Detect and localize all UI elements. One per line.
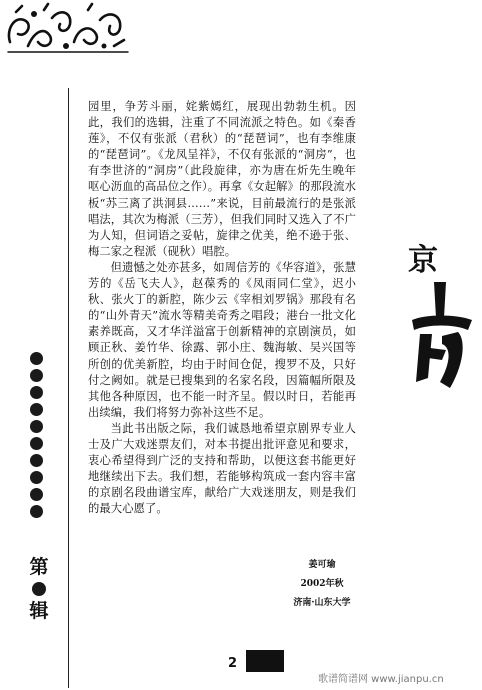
dot-icon xyxy=(30,403,43,416)
dot-icon xyxy=(30,386,43,399)
dot-icon xyxy=(30,420,43,433)
dot-icon xyxy=(30,454,43,467)
dot-icon xyxy=(30,488,43,501)
page-number: 2 xyxy=(228,656,238,671)
paragraph-2: 但遗憾之处亦甚多，如周信芳的《华容道》，张慧芳的《岳飞夫人》，赵葆秀的《凤雨同仁堂》，迟小秋、张火丁的新腔，陈少云《宰相刘罗锅》那段有名的“山外青天”流水等精美奇秀之唱段；港台一批文化素养既高，又才华洋溢富于创新精神的京剧演员，如顾正秋、姜竹华、徐露、郭小庄、魏海敏、吴兴国等所创的优美新腔，均由于时间仓促，搜罗不及，只好付之阙如。就是已搜集到的名家名段，因篇幅所限及其他各种原因，也不能一时齐呈。假以时日，若能再出续编，我们将努力弥补这些不足。 xyxy=(88,260,356,419)
calligraphy-stroke-icon xyxy=(406,278,476,398)
decorative-ornament-icon xyxy=(4,2,132,58)
decorative-dots xyxy=(28,352,48,522)
dot-icon xyxy=(30,437,43,450)
dot-icon xyxy=(30,471,43,484)
dot-icon xyxy=(30,352,43,365)
signature-block xyxy=(262,556,382,613)
signature-date: 2002年秋 xyxy=(300,579,344,589)
dot-icon xyxy=(30,369,43,382)
dot-icon xyxy=(30,505,43,518)
signature-author: 姜可瑜 xyxy=(308,560,336,570)
volume-dot-icon xyxy=(32,582,46,596)
volume-prefix: 第 xyxy=(29,556,49,578)
page-marker-block xyxy=(246,650,284,672)
paragraph-1: 园里，争芳斗丽，姹紫嫣红，展现出勃勃生机。因此，我们的选辑，注重了不同流派之特色。如《秦香莲》，不仅有张派（君秋）的“琵琶词”，也有李维康的“琵琶词”。《龙凤呈祥》，不仅有张派的“洞房”，也有李世济的“洞房”（此段旋律，亦为唐在炘先生晚年呕心沥血的高品位之作）。再拿《女起解》的那段流水板“苏三离了洪洞县……”来说，目前最流行的是张派唱法，其次为梅派（三芳），但我们同时又选入了不广为人知，但词语之妥帖，旋律之优美，绝不逊于张、梅二家之程派（砚秋）唱腔。 xyxy=(88,100,356,258)
watermark: 歌谱简谱网 www.jianpu.cn xyxy=(318,674,444,685)
margin-rule xyxy=(68,88,69,688)
volume-label xyxy=(28,555,50,623)
preface-body xyxy=(88,99,356,517)
calligraphy-title xyxy=(406,243,476,396)
volume-suffix: 辑 xyxy=(29,600,49,622)
calligraphy-title-text: 京 xyxy=(408,243,438,278)
signature-place: 济南·山东大学 xyxy=(293,598,351,608)
paragraph-3: 当此书出版之际，我们诚恳地希望京剧界专业人士及广大戏迷票友们，对本书提出批评意见和要求，衷心希望得到广泛的支持和帮助，以便这套书能更好地继续出下去。我们想，若能够构筑成一套内容丰富的京剧名段曲谱宝库，献给广大戏迷朋友，则是我们的最大心愿了。 xyxy=(88,421,356,516)
